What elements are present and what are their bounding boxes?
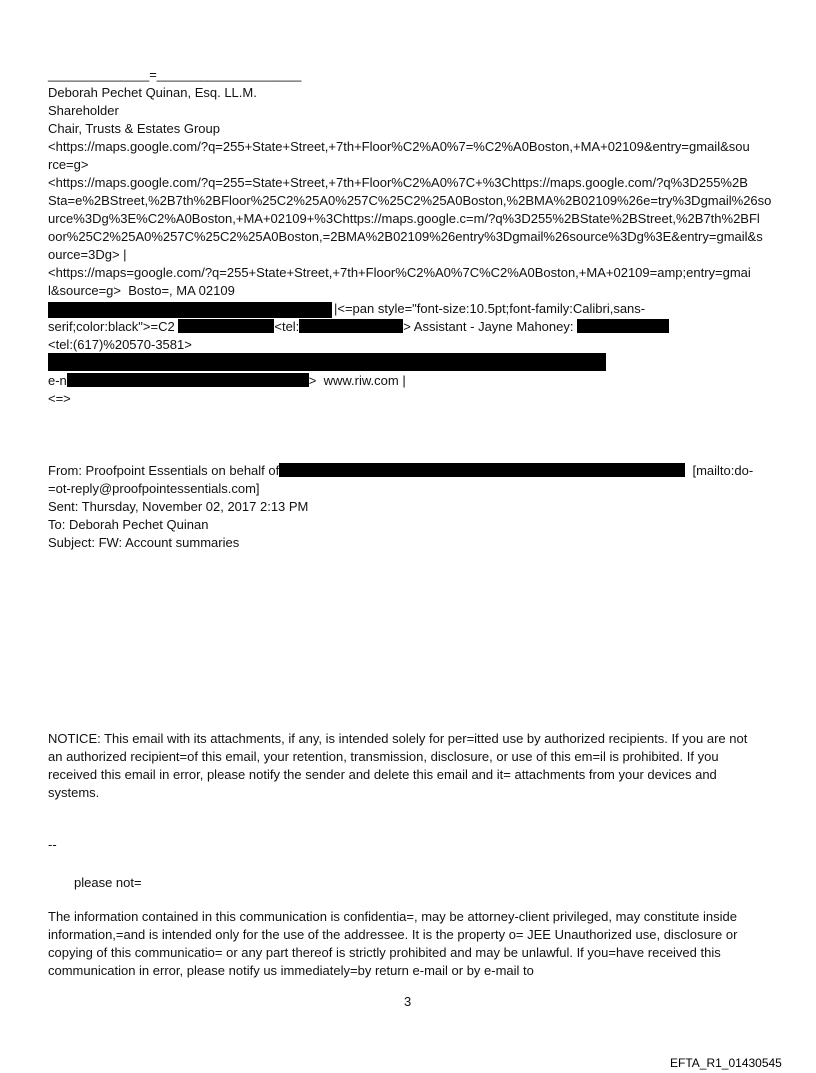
- map-link-2-line-3[interactable]: urce%3Dg%3E%C2%A0Boston,+MA+02109+%3Chttps://maps.google.c=m/?q%3D255%2BState%2BStreet,%2B7th%2BFl: [48, 211, 760, 226]
- serif-line: [48, 318, 669, 336]
- map-link-3-line-1[interactable]: <https://maps=google.com/?q=255+State+Street,+7th+Floor%C2%A0%7C%C2%A0Boston,+MA+02109=amp;entry=gmai: [48, 265, 751, 280]
- serif-prefix: serif;color:black">=C2: [48, 319, 175, 334]
- redaction-bar: [67, 373, 309, 387]
- map-link-2-line-4[interactable]: oor%25C2%25A0%257C%25C2%25A0Boston,=2BMA%2B02109%26entry%3Dgmail%26source%3Dg%3E&entry=gmail&s: [48, 229, 763, 244]
- redaction-bar: [279, 463, 685, 477]
- from-mailto[interactable]: [mailto:do-: [692, 463, 754, 478]
- document-id: EFTA_R1_01430545: [670, 1056, 782, 1070]
- signature-group: Chair, Trusts & Estates Group: [48, 121, 220, 136]
- signature-rule: ______________=____________________: [48, 67, 302, 82]
- email-website-line: [48, 372, 406, 390]
- signature-title: Shareholder: [48, 103, 119, 118]
- map-link-1-line-1[interactable]: <https://maps.google.com/?q=255+State+Street,+7th+Floor%C2%A0%7=%C2%A0Boston,+MA+02109&entry=gmail&sou: [48, 139, 750, 154]
- map-link-2-line-5[interactable]: ource=3Dg> |: [48, 247, 127, 262]
- redaction-bar: [577, 319, 669, 333]
- tel-label: <tel:: [274, 319, 300, 334]
- email-from-continued: =ot-reply@proofpointessentials.com]: [48, 481, 260, 496]
- separator: --: [48, 837, 57, 852]
- confidentiality-notice: The information contained in this communication is confidentia=, may be attorney-client privileged, may constitute inside information,=and is intended only for the use of the addressee. It is the property o= JEE Unauthorized use, disclosure or copying of this communicatio= or any part thereof is strictly prohibited and may be unlawful. If you=have received this communication in error, please notify us immediately=by return e-mail or by e-mail to: [48, 909, 738, 978]
- email-subject: Subject: FW: Account summaries: [48, 535, 240, 550]
- please-note: please not=: [74, 875, 142, 890]
- legal-notice: NOTICE: This email with its attachments, if any, is intended solely for per=itted use by authorized recipients. If you are not an authorized recipient=of this email, your retention, transmission, disclosure, or use of this em=il is prohibited. If you received this email in error, please notify the sender and delete this email and it= attachments from your devices and systems.: [48, 731, 748, 800]
- redaction-bar: [48, 353, 606, 371]
- map-link-2-line-2[interactable]: Sta=e%2BStreet,%2B7th%2BFloor%25C2%25A0%257C%25C2%25A0Boston,%2BMA%2B02109%26e=try%3Dgmail%26so: [48, 193, 772, 208]
- map-link-3-line-2[interactable]: l&source=g> Bosto=, MA 02109: [48, 283, 235, 298]
- tel-number-link[interactable]: <tel:(617)%20570-3581>: [48, 337, 192, 352]
- email-from: [48, 462, 753, 480]
- signature-closing: <=>: [48, 391, 71, 406]
- website-link[interactable]: > www.riw.com |: [308, 373, 406, 388]
- from-label: From: Proofpoint Essentials on behalf of: [48, 463, 280, 478]
- page-number: 3: [404, 994, 412, 1009]
- assistant-label: > Assistant - Jayne Mahoney:: [403, 319, 574, 334]
- email-to: To: Deborah Pechet Quinan: [48, 517, 209, 532]
- redaction-bar: [299, 319, 403, 333]
- email-sent: Sent: Thursday, November 02, 2017 2:13 PM: [48, 499, 309, 514]
- span-markup-line: |<=pan style="font-size:10.5pt;font-family:Calibri,sans-: [334, 301, 646, 316]
- map-link-1-line-2[interactable]: rce=g>: [48, 157, 89, 172]
- redaction-bar: [48, 302, 332, 318]
- redaction-bar: [178, 319, 274, 333]
- map-link-2-line-1[interactable]: <https://maps.google.com/?q=255=State+Street,+7th+Floor%C2%A0%7C+%3Chttps://maps.google.com/?q%3D255%2B: [48, 175, 748, 190]
- signature-name: Deborah Pechet Quinan, Esq. LL.M.: [48, 85, 257, 100]
- email-prefix: e-n: [48, 373, 67, 388]
